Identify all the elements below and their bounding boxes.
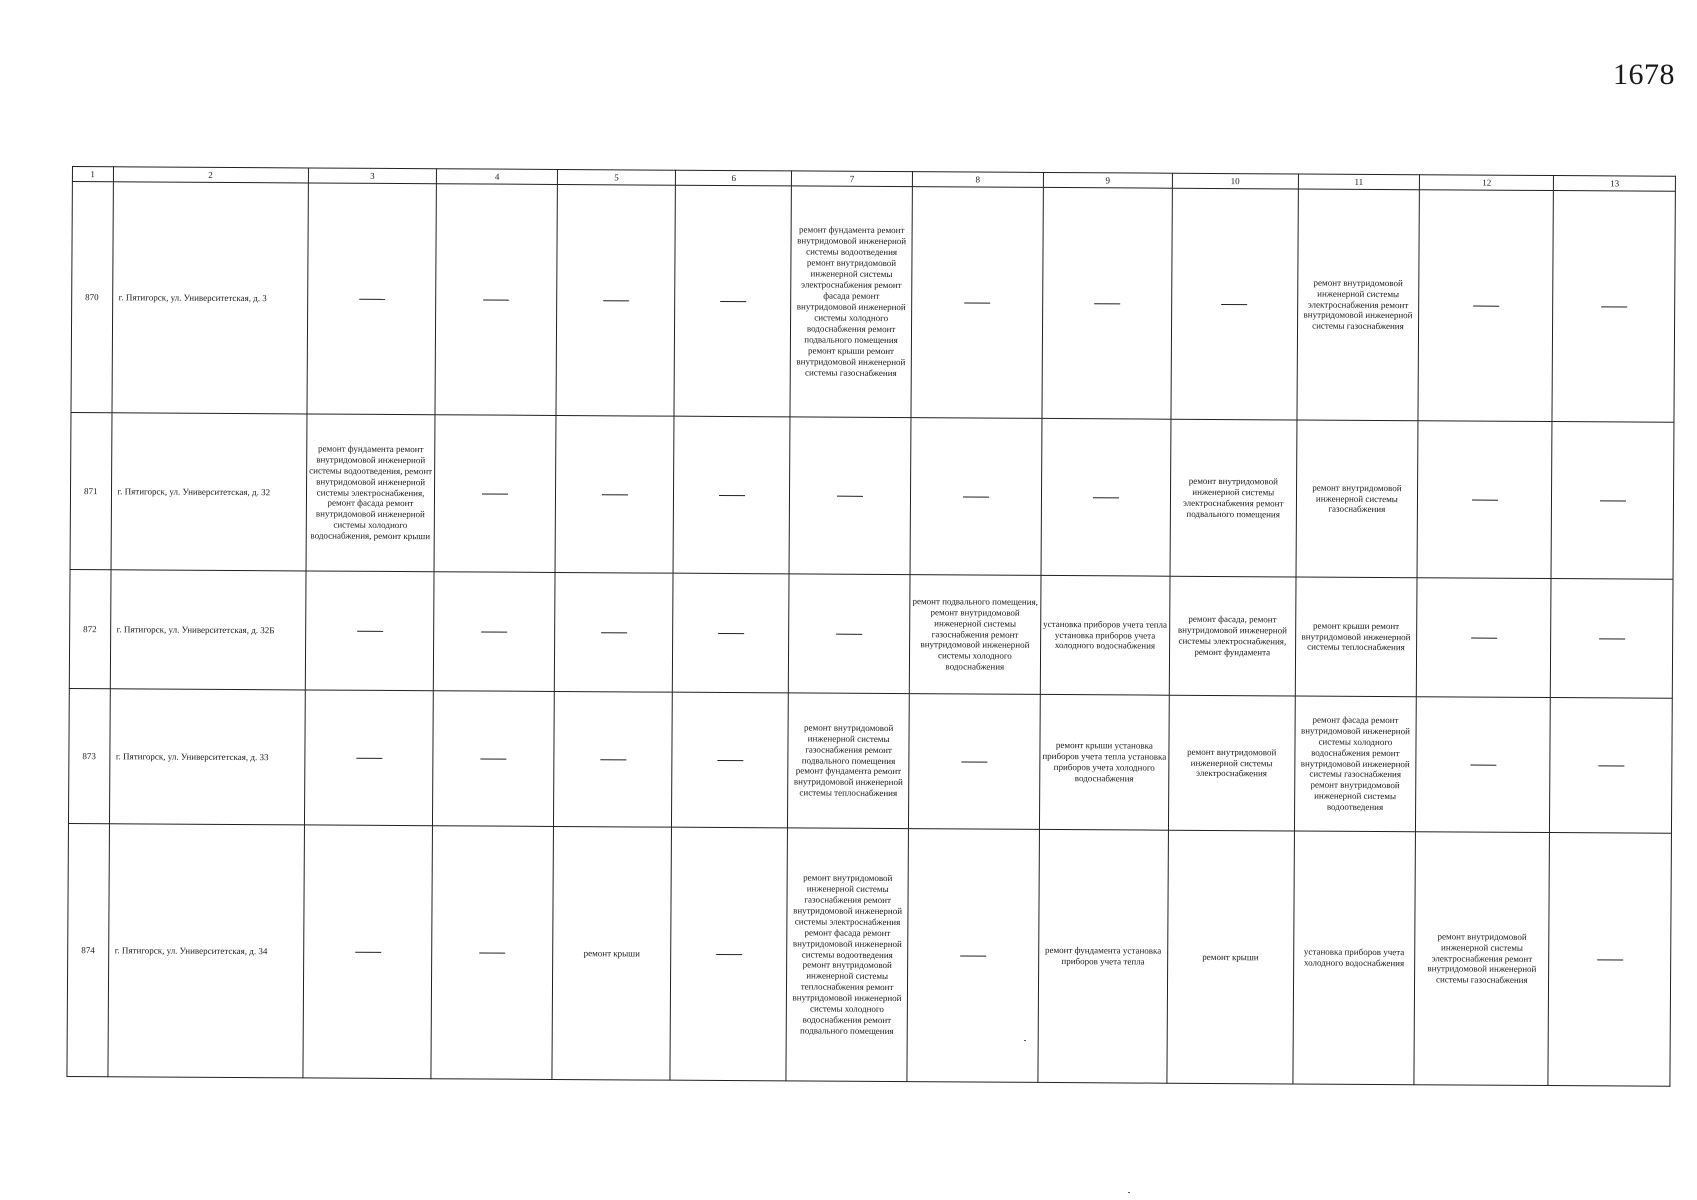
dash-mark bbox=[1601, 306, 1627, 307]
empty-cell bbox=[789, 574, 910, 694]
dash-mark bbox=[1598, 765, 1624, 766]
header-cell: 4 bbox=[437, 169, 558, 185]
work-cell: ремонт фундамента ремонт внутридомовой инженерной системы водоотведения ремонт внутридомовой инженерной системы электроснабжения ремонт фасада ремонт внутридомовой инженерной системы холодного водоснабжения ремонт подвального помещения ремонт крыши ремонт внутридомовой инженерной системы газоснабжения bbox=[790, 186, 912, 418]
dash-mark bbox=[602, 494, 628, 495]
empty-cell bbox=[553, 691, 672, 827]
empty-cell bbox=[307, 183, 437, 415]
work-cell: ремонт крыши ремонт внутридомовой инженерной системы теплоснабжения bbox=[1295, 577, 1417, 697]
row-number: 874 bbox=[67, 823, 109, 1076]
table-row bbox=[69, 569, 1673, 698]
table-row bbox=[70, 412, 1674, 579]
work-cell: ремонт подвального помещения, ремонт внутридомовой инженерной системы газоснабжения ремонт внутридомовой инженерной системы холодного водоснабжения bbox=[909, 575, 1041, 695]
dash-mark bbox=[1221, 304, 1247, 305]
address-cell: г. Пятигорск, ул. Университетская, д. 3 bbox=[111, 182, 307, 414]
empty-cell bbox=[435, 415, 556, 573]
empty-cell bbox=[1416, 578, 1551, 698]
empty-cell bbox=[434, 572, 555, 692]
empty-cell bbox=[673, 416, 790, 574]
work-cell: ремонт внутридомовой инженерной системы электроснабжения bbox=[1168, 695, 1295, 831]
dash-mark bbox=[1470, 765, 1496, 766]
row-number: 871 bbox=[70, 412, 111, 569]
table-row bbox=[67, 823, 1672, 1086]
empty-cell bbox=[1551, 422, 1674, 580]
dash-mark bbox=[837, 496, 863, 497]
empty-cell bbox=[1550, 698, 1672, 834]
dash-mark bbox=[356, 758, 382, 759]
empty-cell bbox=[305, 571, 435, 691]
page-number: 1678 bbox=[1613, 58, 1675, 91]
empty-cell bbox=[910, 418, 1042, 576]
dash-mark bbox=[961, 761, 987, 762]
empty-cell bbox=[908, 694, 1040, 830]
empty-cell bbox=[556, 184, 676, 416]
empty-cell bbox=[433, 691, 554, 827]
empty-cell bbox=[435, 184, 557, 416]
work-cell: ремонт крыши bbox=[552, 826, 672, 1080]
address-cell: г. Пятигорск, ул. Университетская, д. 34 bbox=[107, 824, 304, 1078]
empty-cell bbox=[555, 415, 674, 573]
dash-mark bbox=[1472, 500, 1498, 501]
header-cell: 13 bbox=[1554, 176, 1676, 192]
work-cell: ремонт фундамента установка приборов учета тепла bbox=[1038, 829, 1168, 1083]
dash-mark bbox=[1599, 638, 1625, 639]
dash-mark bbox=[482, 493, 508, 494]
empty-cell bbox=[1171, 188, 1298, 420]
address-cell: г. Пятигорск, ул. Университетская, д. 32Б bbox=[110, 570, 306, 690]
empty-cell bbox=[1552, 191, 1675, 423]
dash-mark bbox=[481, 631, 507, 632]
work-cell: установка приборов учета холодного водоснабжения bbox=[1293, 831, 1416, 1085]
dash-mark bbox=[603, 300, 629, 301]
work-cell: ремонт внутридомовой инженерной системы электроснабжения ремонт внутридомовой инженерной системы газоснабжения bbox=[1297, 189, 1420, 421]
dash-mark bbox=[718, 633, 744, 634]
work-cell: ремонт фасада, ремонт внутридомовой инженерной системы электроснабжения, ремонт фундамента bbox=[1169, 576, 1295, 696]
address-cell: г. Пятигорск, ул. Университетская, д. 33 bbox=[109, 689, 305, 825]
empty-cell bbox=[302, 825, 432, 1079]
empty-cell bbox=[1548, 833, 1671, 1087]
empty-cell bbox=[1416, 697, 1551, 833]
empty-cell bbox=[1417, 421, 1552, 579]
table-row bbox=[71, 182, 1675, 423]
empty-cell bbox=[304, 690, 434, 826]
dash-mark bbox=[1094, 303, 1120, 304]
work-cell: ремонт фундамента ремонт внутридомовой инженерной системы водоотведения, ремонт внутридомовой инженерной системы электроснабжения, ремонт фасада ремонт внутридомовой инженерной системы холодного водоснабжения, ремонт крыши bbox=[306, 414, 436, 572]
work-cell: ремонт внутридомовой инженерной системы газоснабжения ремонт внутридомовой инженерной системы электроснабжения ремонт фасада ремонт внутридомовой инженерной системы водоотведения ремонт внутридомовой инженерной системы теплоснабжения ремонт внутридомовой инженерной системы холодного водоснабжения ремонт подвального помещения bbox=[786, 828, 908, 1082]
empty-cell bbox=[911, 187, 1044, 419]
work-cell: ремонт фасада ремонт внутридомовой инженерной системы холодного водоснабжения ремонт внутридомовой инженерной системы газоснабжения ремонт внутридомовой инженерной системы водоотведения bbox=[1294, 696, 1416, 832]
address-cell: г. Пятигорск, ул. Университетская, д. 32 bbox=[111, 413, 307, 571]
table-row bbox=[68, 688, 1672, 833]
dash-mark bbox=[1471, 638, 1497, 639]
works-table-container bbox=[66, 166, 1676, 1087]
dash-mark bbox=[357, 631, 383, 632]
header-cell: 2 bbox=[113, 167, 308, 183]
scan-speck bbox=[1024, 1040, 1026, 1041]
dash-mark bbox=[1473, 306, 1499, 307]
empty-cell bbox=[554, 572, 673, 692]
dash-mark bbox=[1093, 497, 1119, 498]
header-cell: 1 bbox=[72, 167, 113, 182]
dash-mark bbox=[359, 299, 385, 300]
empty-cell bbox=[1418, 190, 1554, 422]
dash-mark bbox=[1597, 959, 1623, 960]
empty-cell bbox=[1042, 187, 1172, 419]
row-number: 872 bbox=[69, 569, 110, 688]
dash-mark bbox=[600, 759, 626, 760]
header-cell: 5 bbox=[557, 169, 675, 185]
empty-cell bbox=[789, 417, 910, 575]
work-cell: ремонт крыши установка приборов учета тепла установка приборов учета холодного водоснабжения bbox=[1039, 694, 1169, 830]
dash-mark bbox=[479, 952, 505, 953]
empty-cell bbox=[674, 185, 792, 417]
header-cell: 6 bbox=[676, 170, 792, 186]
header-cell: 7 bbox=[792, 171, 913, 187]
work-cell: установка приборов учета тепла установка приборов учета холодного водоснабжения bbox=[1040, 575, 1170, 695]
empty-cell bbox=[1041, 418, 1171, 576]
empty-cell bbox=[907, 829, 1040, 1083]
work-cell: ремонт внутридомовой инженерной системы электроснабжения ремонт подвального помещения bbox=[1170, 419, 1297, 577]
header-cell: 12 bbox=[1420, 175, 1554, 191]
header-cell: 11 bbox=[1298, 174, 1420, 190]
dash-mark bbox=[963, 496, 989, 497]
dash-mark bbox=[836, 634, 862, 635]
dash-mark bbox=[719, 495, 745, 496]
empty-cell bbox=[431, 826, 553, 1080]
empty-cell bbox=[1551, 579, 1673, 699]
dash-mark bbox=[960, 955, 986, 956]
dash-mark bbox=[717, 760, 743, 761]
work-cell: ремонт внутридомовой инженерной системы электроснабжения ремонт внутридомовой инженерной системы газоснабжения bbox=[1414, 832, 1550, 1086]
work-cell: ремонт внутридомовой инженерной системы газоснабжения bbox=[1296, 420, 1418, 578]
scan-speck bbox=[1128, 1192, 1130, 1193]
dash-mark bbox=[355, 952, 381, 953]
dash-mark bbox=[601, 632, 627, 633]
dash-mark bbox=[483, 299, 509, 300]
dash-mark bbox=[1600, 500, 1626, 501]
header-cell: 8 bbox=[912, 172, 1043, 188]
works-table bbox=[66, 166, 1676, 1087]
row-number: 873 bbox=[68, 688, 109, 823]
dash-mark bbox=[964, 302, 990, 303]
work-cell: ремонт крыши bbox=[1167, 830, 1294, 1084]
empty-cell bbox=[672, 692, 789, 828]
dash-mark bbox=[481, 758, 507, 759]
header-cell: 9 bbox=[1043, 172, 1172, 188]
header-cell: 10 bbox=[1172, 173, 1298, 189]
work-cell: ремонт внутридомовой инженерной системы газоснабжения ремонт подвального помещения ремонт фундамента ремонт внутридомовой инженерной системы теплоснабжения bbox=[788, 693, 909, 829]
header-cell: 3 bbox=[308, 168, 437, 184]
dash-mark bbox=[716, 954, 742, 955]
empty-cell bbox=[670, 827, 788, 1081]
dash-mark bbox=[720, 301, 746, 302]
row-number: 870 bbox=[71, 182, 113, 413]
empty-cell bbox=[673, 573, 790, 693]
